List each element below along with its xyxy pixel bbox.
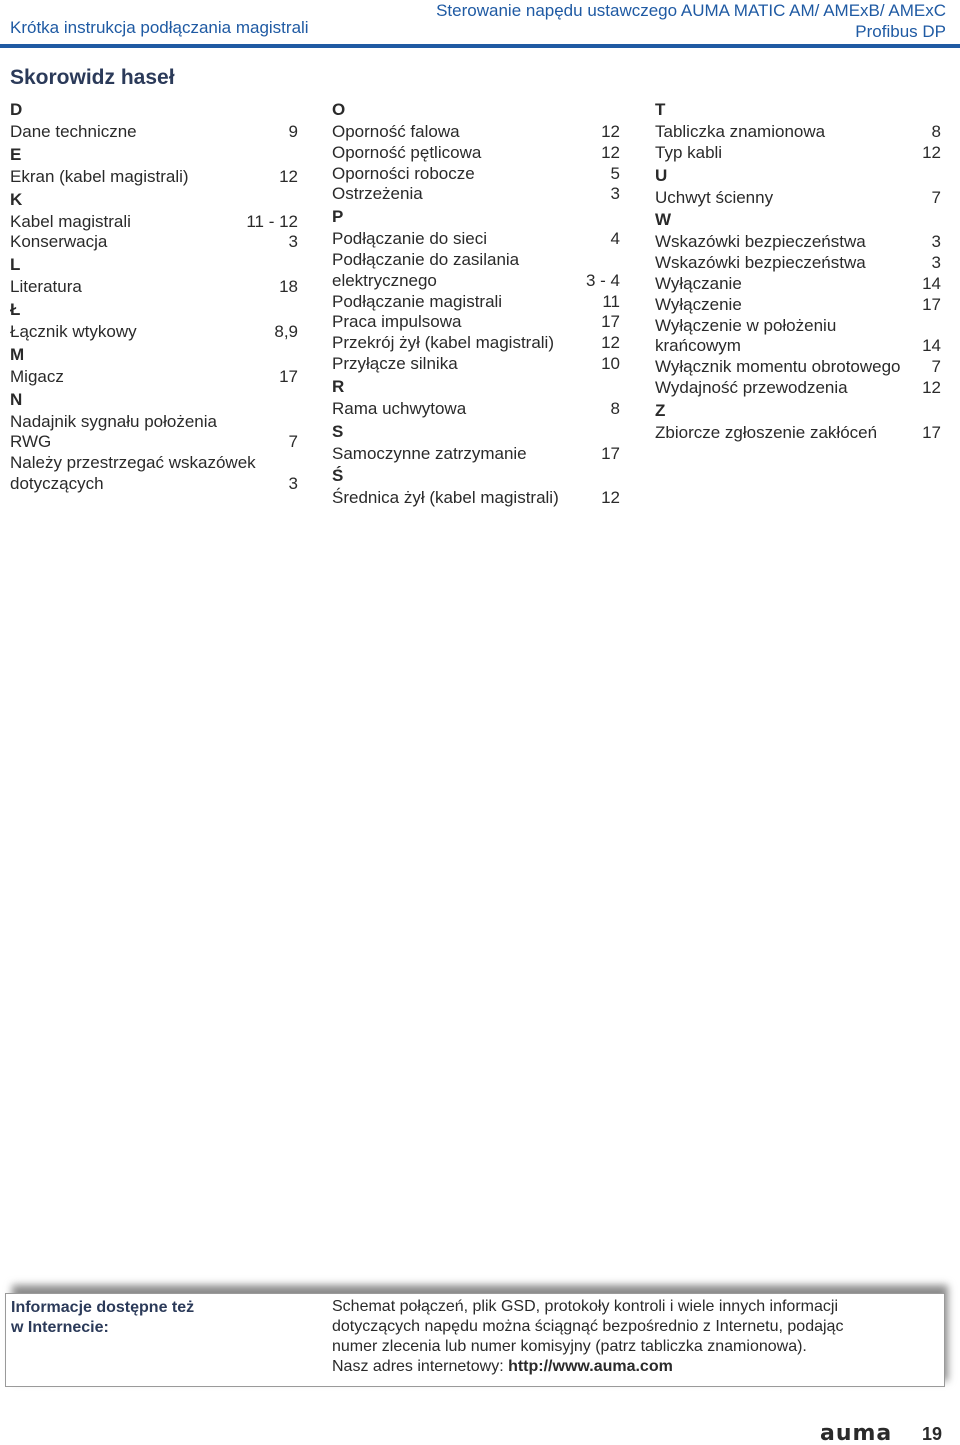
entry-page: 11 - 12 xyxy=(246,211,298,231)
entry-term: Wyłączenie w położeniu xyxy=(655,315,837,335)
index-letter: M xyxy=(10,344,25,364)
index-entry xyxy=(10,212,298,233)
entry-page: 17 xyxy=(279,366,298,386)
index-entry xyxy=(655,378,941,399)
entry-page: 3 xyxy=(610,184,620,204)
website-link[interactable]: http://www.auma.com xyxy=(508,1358,673,1375)
entry-page: 9 xyxy=(288,122,298,141)
info-label-line: Informacje dostępne też xyxy=(11,1299,195,1316)
entry-term: Wyłącznik momentu obrotowego xyxy=(655,357,901,377)
index-entry xyxy=(10,232,298,253)
index-entry xyxy=(10,474,298,495)
entry-page: 12 xyxy=(922,142,941,162)
index-entry xyxy=(332,399,620,420)
entry-page: 3 xyxy=(288,473,298,493)
entry-page: 12 xyxy=(279,166,298,186)
entry-term: Zbiorcze zgłoszenie zakłóceń xyxy=(655,422,878,442)
index-entry xyxy=(332,312,620,333)
info-label-line: w Internecie: xyxy=(11,1319,109,1336)
entry-page: 12 xyxy=(601,333,620,353)
header-protocol: Profibus DP xyxy=(855,22,946,41)
address-prefix: Nasz adres internetowy: xyxy=(332,1358,509,1375)
entry-page: 17 xyxy=(922,422,941,442)
entry-page: 11 xyxy=(602,291,620,311)
entry-term: Oporność falowa xyxy=(332,122,460,141)
entry-page: 3 xyxy=(288,232,298,252)
index-column-3 xyxy=(655,98,941,444)
entry-page xyxy=(614,250,620,271)
entry-term: dotyczących xyxy=(10,473,104,493)
entry-term: Nadajnik sygnału położenia xyxy=(10,411,217,431)
index-letter: L xyxy=(10,255,21,275)
index-entry xyxy=(332,354,620,375)
entry-page: 14 xyxy=(922,336,941,356)
entry-term: Podłączanie magistrali xyxy=(332,291,503,311)
index-letter: W xyxy=(655,210,672,230)
entry-term: Uchwyt ścienny xyxy=(655,187,774,207)
index-entry xyxy=(10,122,298,143)
entry-term: RWG xyxy=(10,432,52,452)
index-letter: Ł xyxy=(10,299,21,319)
entry-page: 7 xyxy=(931,357,941,377)
entry-term: Średnica żył (kabel magistrali) xyxy=(332,488,559,508)
index-entry xyxy=(332,184,620,205)
index-entry xyxy=(10,277,298,298)
index-entry xyxy=(10,322,298,343)
index-column-2 xyxy=(332,98,620,509)
entry-term: Konserwacja xyxy=(10,232,108,252)
index-entry xyxy=(655,295,941,316)
index-letter: U xyxy=(655,165,668,185)
index-entry xyxy=(655,423,941,444)
info-box-label xyxy=(11,1298,194,1338)
index-letter: Z xyxy=(655,400,666,420)
index-entry xyxy=(332,444,620,465)
entry-term: Podłączanie do sieci xyxy=(332,229,487,249)
index-entry xyxy=(655,357,941,378)
entry-page: 14 xyxy=(922,273,941,293)
index-entry xyxy=(655,232,941,253)
index-letter: T xyxy=(655,100,666,119)
index-entry xyxy=(10,367,298,388)
entry-page: 3 xyxy=(931,232,941,252)
entry-page: 12 xyxy=(601,488,620,508)
page-number: 19 xyxy=(922,1424,943,1444)
index-entry xyxy=(332,122,620,143)
entry-term: Tabliczka znamionowa xyxy=(655,122,826,141)
entry-page xyxy=(935,316,941,337)
auma-logo xyxy=(820,1423,908,1443)
info-text-line: Schemat połączeń, plik GSD, protokoły kontroli i wiele innych informacji xyxy=(332,1298,838,1315)
index-entry xyxy=(332,143,620,164)
entry-page: 3 - 4 xyxy=(585,270,620,290)
entry-page: 12 xyxy=(922,377,941,397)
header-right xyxy=(436,0,946,42)
header-product-title: Sterowanie napędu ustawczego AUMA MATIC AM/ AMExB/ AMExC xyxy=(436,1,946,20)
entry-page: 3 xyxy=(931,253,941,273)
entry-term: Wskazówki bezpieczeństwa xyxy=(655,253,866,273)
entry-term: Literatura xyxy=(10,277,82,297)
entry-term: Dane techniczne xyxy=(10,122,137,141)
entry-page: 8 xyxy=(931,122,941,141)
entry-term: Przekrój żył (kabel magistrali) xyxy=(332,333,554,353)
entry-term: Typ kabli xyxy=(655,142,723,162)
entry-page: 10 xyxy=(601,353,620,373)
entry-term: Kabel magistrali xyxy=(10,211,131,231)
info-box xyxy=(5,1293,945,1387)
index-letter: K xyxy=(10,189,23,209)
header-left-title: Krótka instrukcja podłączania magistrali xyxy=(10,18,309,37)
entry-term: Rama uchwytowa xyxy=(332,398,467,418)
index-letter: P xyxy=(332,207,344,227)
index-entry xyxy=(655,122,941,143)
index-entry xyxy=(10,167,298,188)
entry-page: 17 xyxy=(922,294,941,314)
entry-page: 8,9 xyxy=(274,321,298,341)
entry-term: Wyłączanie xyxy=(655,273,742,293)
index-entry xyxy=(332,164,620,185)
entry-term: Przyłącze silnika xyxy=(332,353,458,373)
entry-page: 4 xyxy=(610,229,620,249)
entry-term: elektrycznego xyxy=(332,270,437,290)
index-letter: E xyxy=(10,144,22,164)
entry-term: Wskazówki bezpieczeństwa xyxy=(655,232,866,252)
index-column-1 xyxy=(10,98,298,495)
index-letter: Ś xyxy=(332,466,344,486)
info-text-line xyxy=(332,1357,932,1377)
entry-page: 17 xyxy=(601,312,620,332)
index-entry xyxy=(655,188,941,209)
index-entry xyxy=(332,333,620,354)
header-rule xyxy=(0,44,960,48)
entry-term: Ekran (kabel magistrali) xyxy=(10,166,189,186)
index-letter: O xyxy=(332,100,346,119)
page-title: Skorowidz haseł xyxy=(10,66,175,89)
entry-term: Praca impulsowa xyxy=(332,312,462,332)
entry-page: 8 xyxy=(610,398,620,418)
entry-page: 12 xyxy=(601,122,620,141)
index-letter: S xyxy=(332,421,344,441)
entry-term: Łącznik wtykowy xyxy=(10,321,137,341)
index-entry xyxy=(655,253,941,274)
entry-term: Wyłączenie xyxy=(655,294,742,314)
index-entry xyxy=(655,143,941,164)
entry-term: Wydajność przewodzenia xyxy=(655,377,848,397)
index-entry xyxy=(655,316,941,337)
entry-page xyxy=(292,453,298,474)
index-entry xyxy=(332,271,620,292)
index-letter: N xyxy=(10,389,23,409)
index-letter: R xyxy=(332,376,345,396)
info-box-text xyxy=(332,1297,932,1377)
info-text-line: numer zlecenia lub numer komisyjny (patrz tabliczka znamionowa). xyxy=(332,1338,807,1355)
index-entry xyxy=(332,250,620,271)
entry-term: Podłączanie do zasilania xyxy=(332,249,520,269)
entry-page: 18 xyxy=(279,277,298,297)
index-entry xyxy=(332,488,620,509)
entry-term: Należy przestrzegać wskazówek xyxy=(10,453,256,473)
index-letter: D xyxy=(10,100,23,119)
entry-term: Oporności robocze xyxy=(332,163,475,183)
entry-term: Samoczynne zatrzymanie xyxy=(332,443,527,463)
index-entry xyxy=(332,229,620,250)
entry-page: 17 xyxy=(601,443,620,463)
index-entry xyxy=(655,336,941,357)
index-entry xyxy=(10,412,298,433)
entry-term: Ostrzeżenia xyxy=(332,184,423,204)
entry-term: Migacz xyxy=(10,366,64,386)
entry-page: 5 xyxy=(610,163,620,183)
entry-page xyxy=(292,412,298,433)
index-entry xyxy=(10,453,298,474)
entry-page: 7 xyxy=(288,432,298,452)
index-entry xyxy=(655,274,941,295)
auma-logo-text: auma xyxy=(820,1423,893,1443)
entry-term: Oporność pętlicowa xyxy=(332,142,482,162)
entry-page: 7 xyxy=(931,187,941,207)
index-entry xyxy=(10,432,298,453)
info-text-line: dotyczących napędu można ściągnąć bezpośrednio z Internetu, podając xyxy=(332,1318,844,1335)
entry-term: krańcowym xyxy=(655,336,741,356)
entry-page: 12 xyxy=(601,142,620,162)
index-entry xyxy=(332,292,620,313)
